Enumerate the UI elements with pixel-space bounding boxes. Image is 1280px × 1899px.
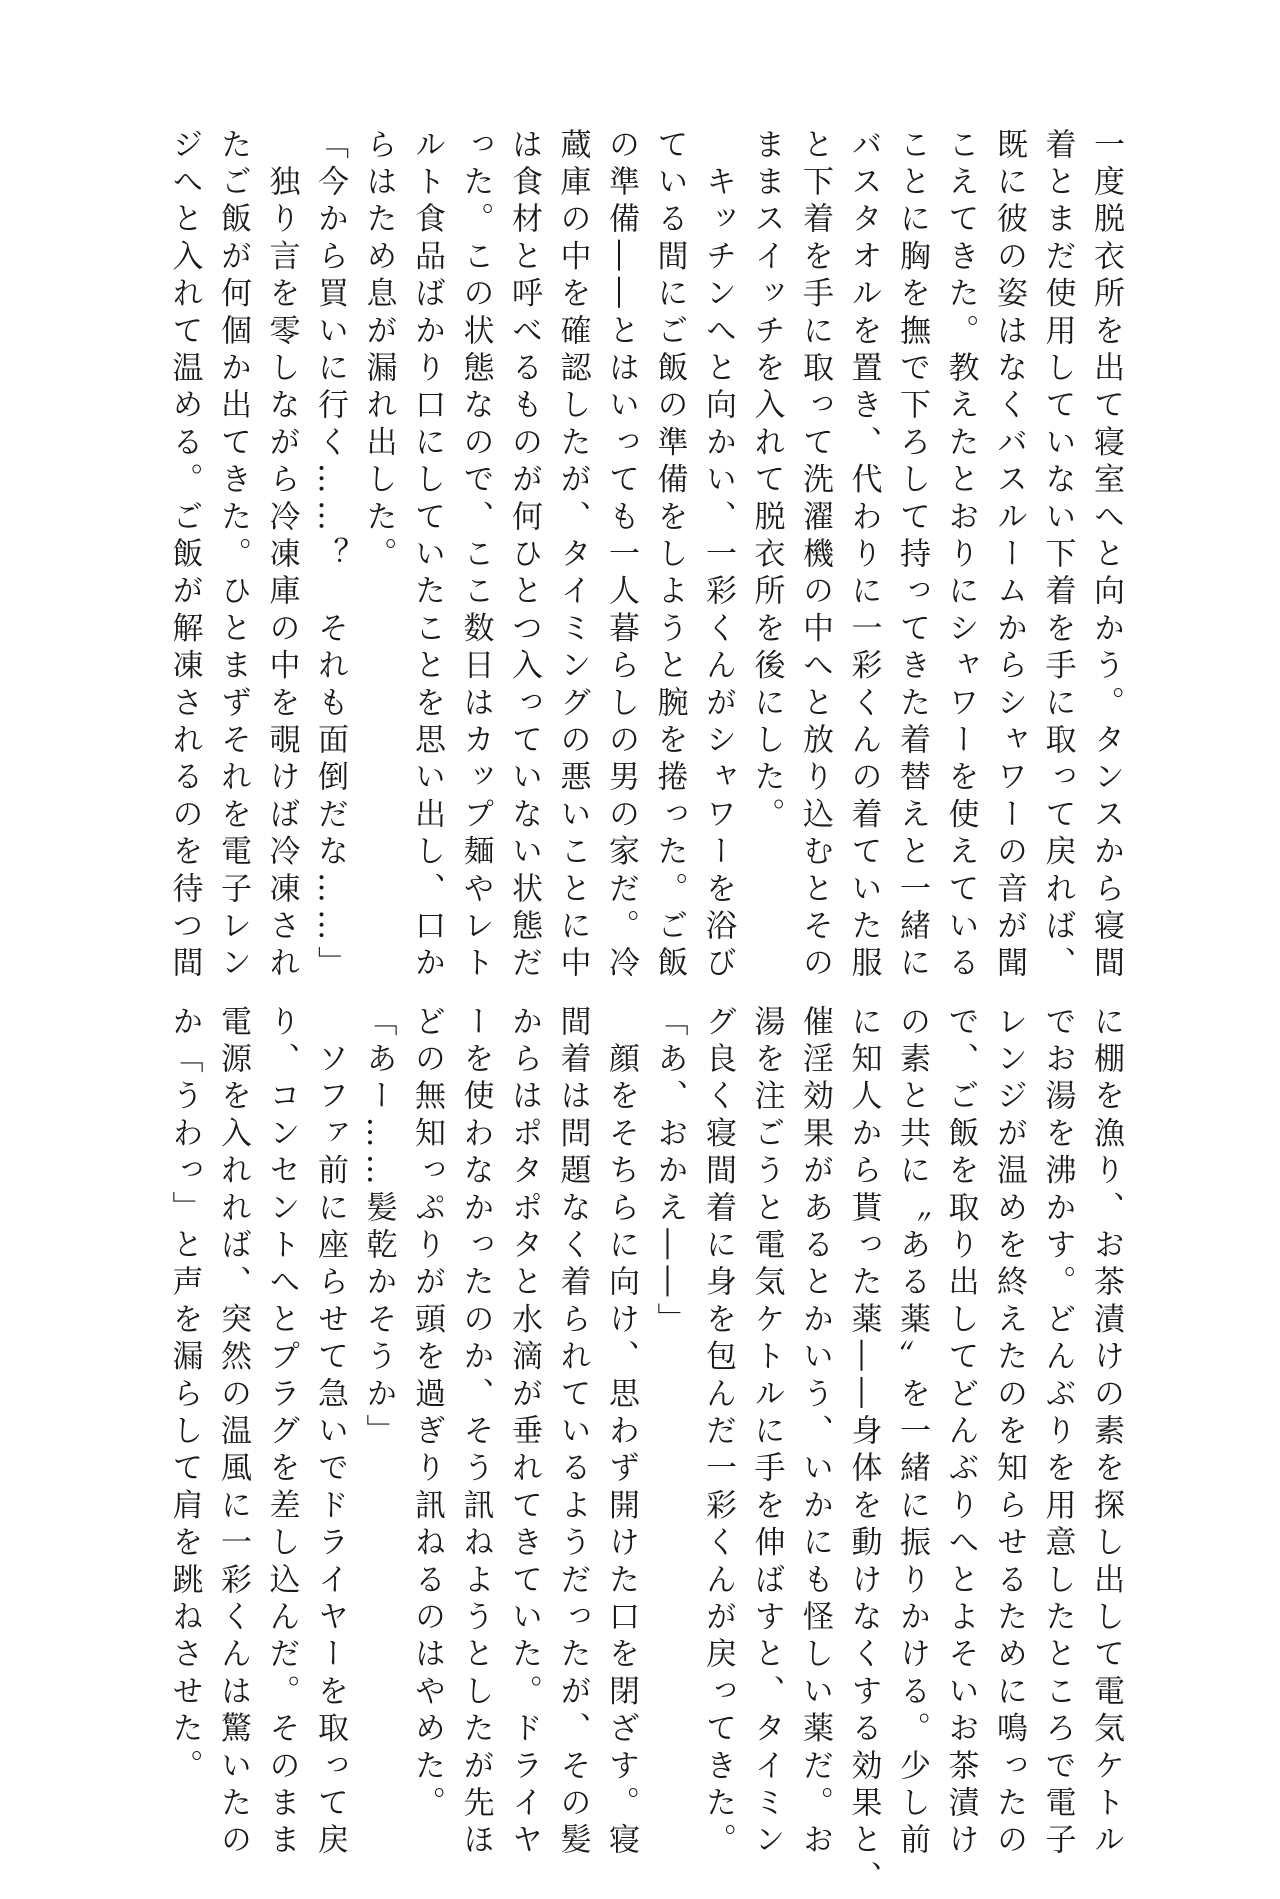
text-line: 電源を入れれば、突然の温風に一彩くんは驚いたの [215, 1005, 251, 1861]
text-line: ーを使わなかったのか、そう訊ねようとしたが先ほ [457, 1005, 494, 1861]
text-line: に知人から貰った薬――身体を動けなくする効果と、 [845, 1005, 882, 1898]
text-line: 「あー……髪乾かそうか」 [360, 1005, 397, 1452]
text-line: 顔をそちらに向け、思わず開けた口を閉ざす。寝 [603, 1005, 639, 1861]
text-line: 催淫効果があるとかいう、いかにも怪しい薬だ。お [797, 1005, 833, 1861]
text-line: 一度脱衣所を出て寝室へと向かう。タンスから寝間 [1088, 128, 1124, 984]
text-line: 着とまだ使用していない下着を手に取って戻れば、 [1039, 128, 1076, 984]
text-line: 湯を注ごうと電気ケトルに手を伸ばすと、タイミン [748, 1005, 785, 1861]
text-line: った。この状態なので、ここ数日はカップ麺やレト [457, 128, 494, 984]
text-line: たご飯が何個か出てきた。ひとまずそれを電子レン [215, 128, 251, 984]
text-line: ことに胸を撫で下ろして持ってきた着替えと一緒に [894, 128, 930, 984]
text-line: からはポタポタと水滴が垂れてきていた。ドライヤ [506, 1005, 542, 1861]
text-line: バスタオルを置き、代わりに一彩くんの着ていた服 [845, 128, 882, 984]
text-line: どの無知っぷりが頭を過ぎり訊ねるのはやめた。 [409, 1005, 445, 1824]
text-line: の準備――とはいっても一人暮らしの男の家だ。冷 [603, 128, 639, 984]
text-line: ルト食品ばかり口にしていたことを思い出し、口か [409, 128, 445, 984]
text-line: り、コンセントへとプラグを差し込んだ。そのまま [263, 1005, 300, 1861]
text-line: らはため息が漏れ出した。 [360, 128, 397, 575]
text-line: ジへと入れて温める。ご飯が解凍されるのを待つ間 [166, 128, 203, 984]
text-line: ソファ前に座らせて急いでドライヤーを取って戻 [312, 1005, 348, 1861]
text-line: の素と共に〝ある薬〟を一緒に振りかける。少し前 [894, 1005, 930, 1861]
text-line: グ良く寝間着に身を包んだ一彩くんが戻ってきた。 [700, 1005, 736, 1861]
text-line: で、ご飯を取り出してどんぶりへとよそいお茶漬け [942, 1005, 979, 1861]
text-line: 独り言を零しながら冷凍庫の中を覗けば冷凍され [263, 128, 300, 984]
text-line: か「うわっ」と声を漏らして肩を跳ねさせた。 [166, 1005, 203, 1787]
text-line: と下着を手に取って洗濯機の中へと放り込むとその [797, 128, 833, 984]
text-line: 間着は問題なく着られているようだったが、その髪 [554, 1005, 591, 1861]
text-line: レンジが温めを終えたのを知らせるために鳴ったの [991, 1005, 1027, 1861]
text-line: 「今から買いに行く……？ それも面倒だな……」 [312, 128, 348, 984]
text-line: ままスイッチを入れて脱衣所を後にした。 [748, 128, 785, 835]
text-line: キッチンへと向かい、一彩くんがシャワーを浴び [700, 128, 736, 984]
text-line: でお湯を沸かす。どんぶりを用意したところで電子 [1039, 1005, 1076, 1861]
upper-text-block [160, 128, 1130, 984]
text-line: ている間にご飯の準備をしようと腕を捲った。ご飯 [651, 128, 688, 984]
text-line: 蔵庫の中を確認したが、タイミングの悪いことに中 [554, 128, 591, 984]
text-line: 「あ、おかえ――」 [651, 1005, 688, 1340]
text-line: は食材と呼べるものが何ひとつ入っていない状態だ [506, 128, 542, 984]
lower-text-block [160, 1005, 1130, 1898]
text-line: に棚を漁り、お茶漬けの素を探し出して電気ケトル [1088, 1005, 1124, 1861]
text-line: 既に彼の姿はなくバスルームからシャワーの音が聞 [991, 128, 1027, 984]
text-line: こえてきた。教えたとおりにシャワーを使えている [942, 128, 979, 984]
